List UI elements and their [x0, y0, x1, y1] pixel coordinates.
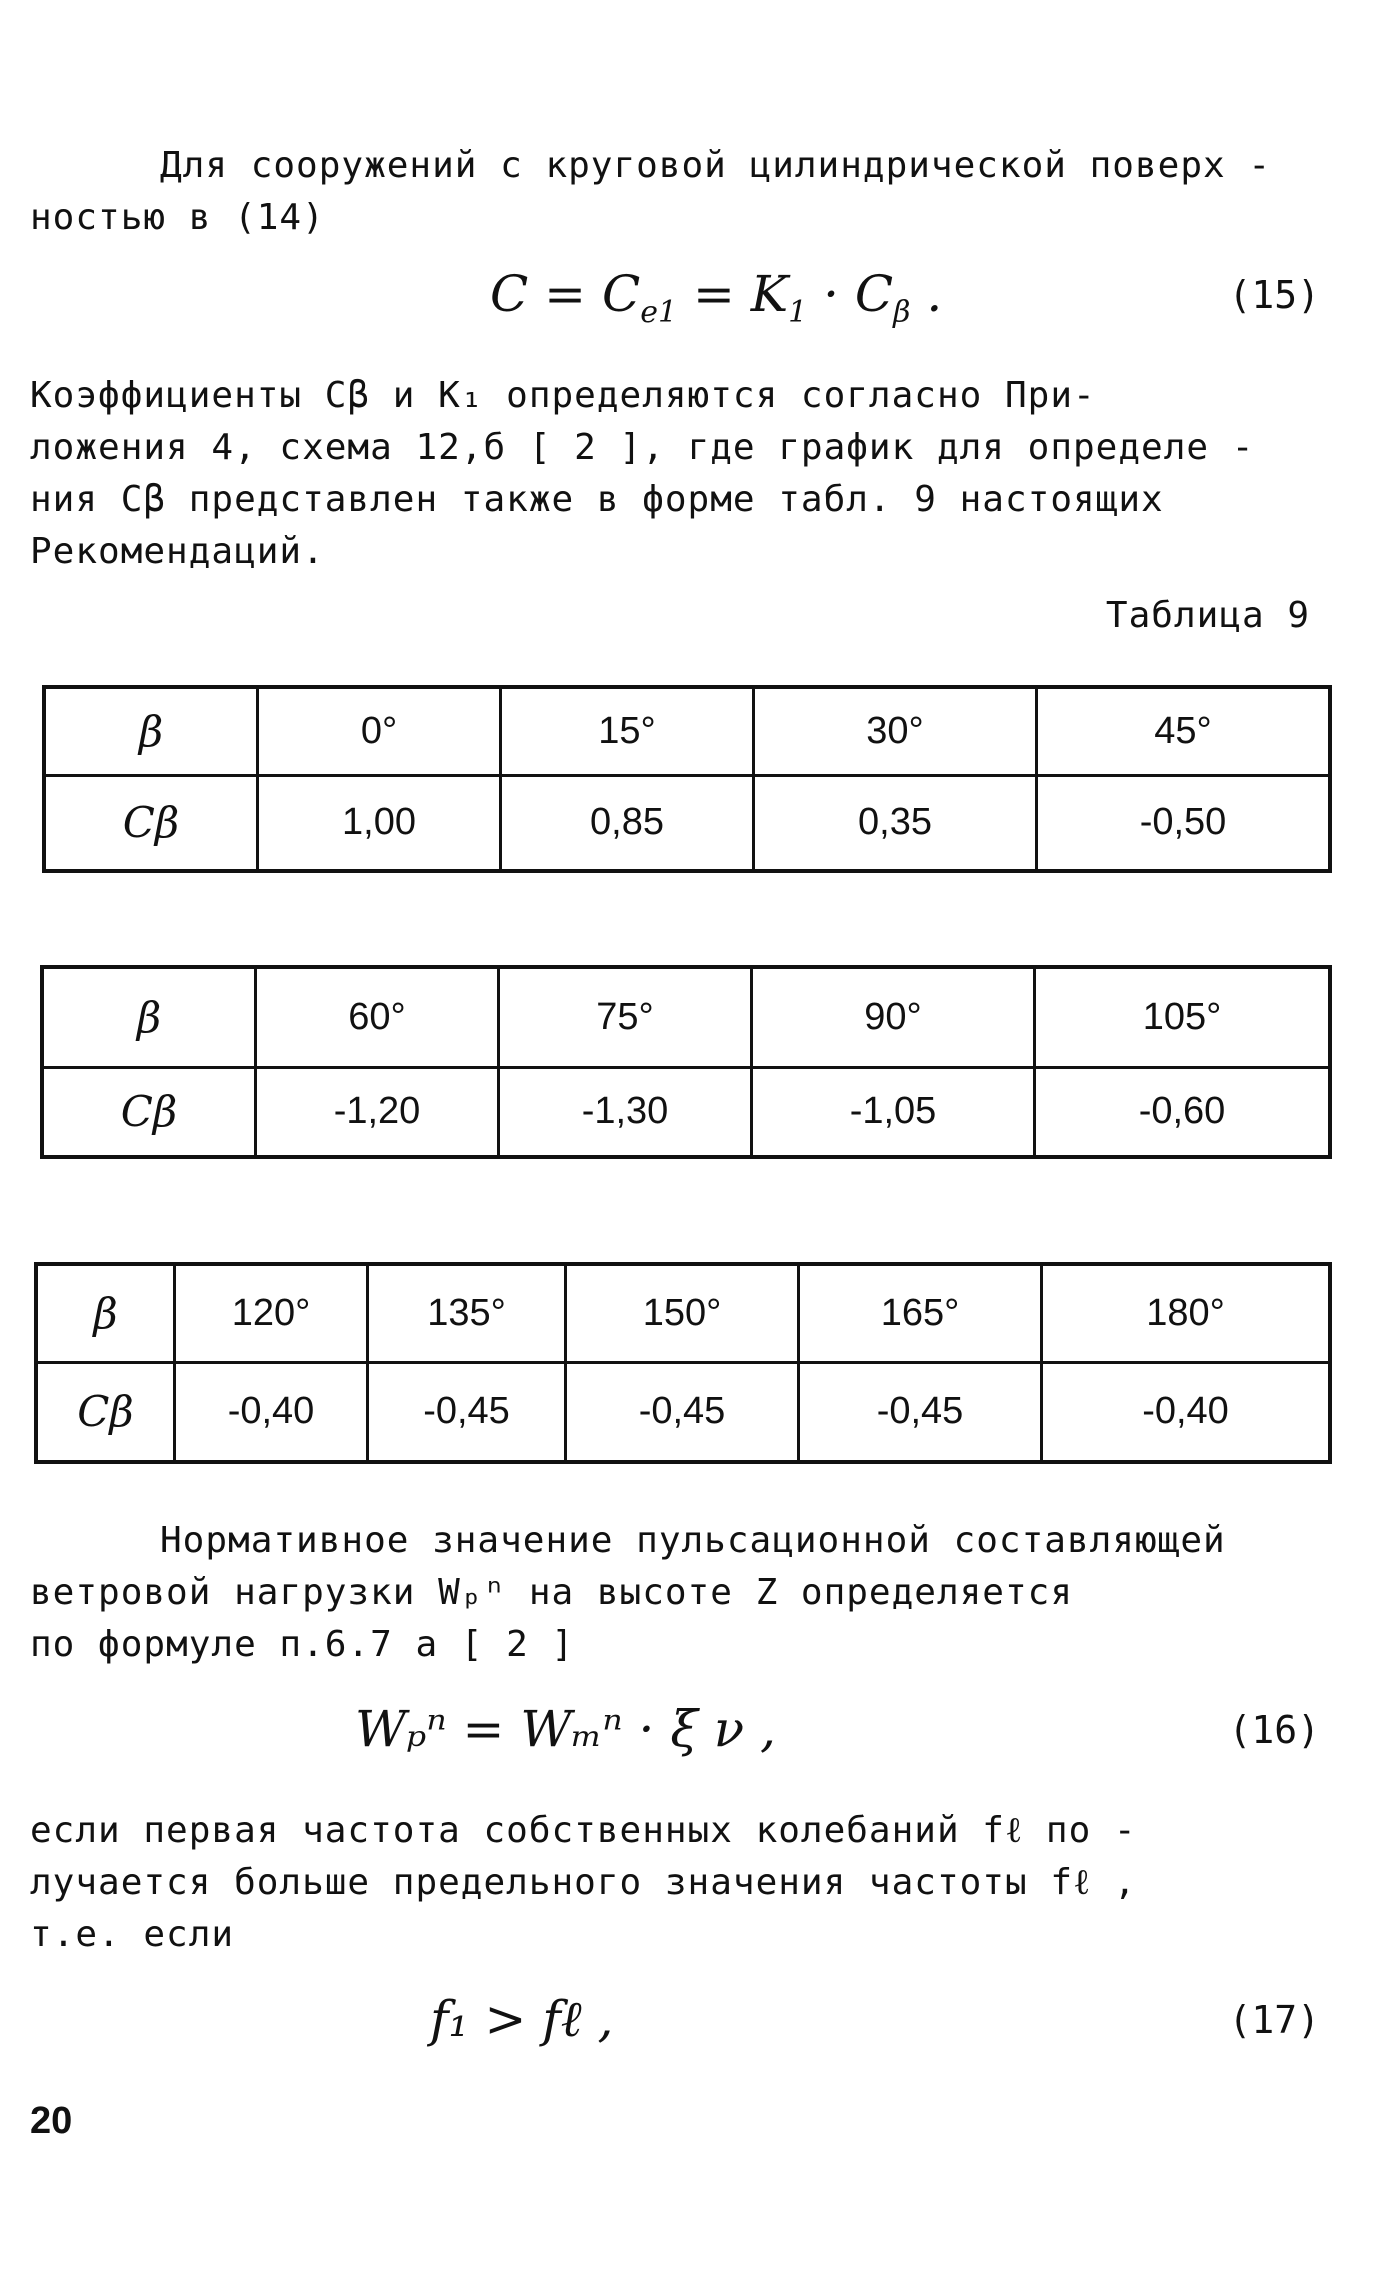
formula-15-sub: e1 — [640, 295, 678, 330]
angle-cell: 120° — [175, 1264, 368, 1362]
value-cell: -0,60 — [1035, 1067, 1331, 1157]
table-9-part-3 — [34, 1262, 1332, 1464]
table-row — [36, 1264, 1330, 1362]
table-row — [42, 1067, 1330, 1157]
angle-cell: 60° — [256, 967, 499, 1067]
formula-17-expression: f₁ > fℓ , — [430, 1990, 614, 2048]
table-row — [44, 687, 1330, 775]
coef-line-3: ния Cβ представлен также в форме табл. 9 настоящих — [30, 479, 1164, 520]
angle-cell: 30° — [754, 687, 1037, 775]
angle-cell: 150° — [566, 1264, 799, 1362]
beta-header: β — [44, 687, 258, 775]
pulse-line-1: Нормативное значение пульсационной составляющей — [160, 1520, 1226, 1561]
intro-line-1: Для сооружений с круговой цилиндрической поверх - — [160, 145, 1272, 186]
coefficients-paragraph — [30, 370, 1340, 578]
formula-15-expression — [490, 265, 942, 330]
freq-line-1: если первая частота собственных колебаний fℓ по - — [30, 1810, 1137, 1851]
formula-16 — [0, 1700, 1380, 1770]
angle-cell: 105° — [1035, 967, 1331, 1067]
formula-15-number: (15) — [1228, 273, 1320, 317]
coef-line-1: Коэффициенты Cβ и K₁ определяются согласно При- — [30, 375, 1096, 416]
formula-17-number: (17) — [1228, 1998, 1320, 2042]
frequency-paragraph — [30, 1805, 1340, 1961]
freq-line-2: лучается больше предельного значения частоты fℓ , — [30, 1862, 1137, 1903]
value-cell: -0,45 — [799, 1362, 1042, 1462]
value-cell: -0,40 — [1042, 1362, 1331, 1462]
value-cell: -0,50 — [1037, 775, 1331, 871]
formula-15-sub: 1 — [788, 295, 808, 330]
coef-line-2: ложения 4, схема 12,б [ 2 ], где график для определе - — [30, 427, 1255, 468]
angle-cell: 75° — [499, 967, 752, 1067]
value-cell: 0,85 — [501, 775, 754, 871]
pulsation-paragraph — [30, 1515, 1340, 1671]
formula-15-part: · C — [807, 265, 894, 323]
angle-cell: 165° — [799, 1264, 1042, 1362]
intro-paragraph — [30, 140, 1340, 244]
pulse-line-3: по формуле п.6.7 а [ 2 ] — [30, 1624, 575, 1665]
c-beta-header: Cβ — [42, 1067, 256, 1157]
beta-header: β — [42, 967, 256, 1067]
formula-17 — [0, 1990, 1380, 2060]
formula-16-expression: Wₚⁿ = Wₘⁿ · ξ ν , — [355, 1700, 776, 1758]
value-cell: -0,45 — [368, 1362, 566, 1462]
table-caption: Таблица 9 — [1105, 595, 1310, 636]
angle-cell: 45° — [1037, 687, 1331, 775]
formula-15-part: C = C — [490, 265, 641, 323]
angle-cell: 15° — [501, 687, 754, 775]
c-beta-header: Cβ — [36, 1362, 175, 1462]
table-row — [44, 775, 1330, 871]
coef-line-4: Рекомендаций. — [30, 531, 325, 572]
value-cell: -1,30 — [499, 1067, 752, 1157]
value-cell: 0,35 — [754, 775, 1037, 871]
formula-15 — [0, 265, 1380, 335]
intro-line-2: ностью в (14) — [30, 197, 325, 238]
angle-cell: 135° — [368, 1264, 566, 1362]
freq-line-3: т.е. если — [30, 1914, 235, 1955]
angle-cell: 90° — [752, 967, 1035, 1067]
table-row — [36, 1362, 1330, 1462]
c-beta-header: Cβ — [44, 775, 258, 871]
angle-cell: 0° — [258, 687, 501, 775]
table-9-part-2 — [40, 965, 1332, 1159]
formula-15-part: . — [910, 265, 943, 323]
value-cell: -1,20 — [256, 1067, 499, 1157]
table-9-part-1 — [42, 685, 1332, 873]
beta-header: β — [36, 1264, 175, 1362]
value-cell: -1,05 — [752, 1067, 1035, 1157]
value-cell: -0,45 — [566, 1362, 799, 1462]
angle-cell: 180° — [1042, 1264, 1331, 1362]
table-row — [42, 967, 1330, 1067]
page-number: 20 — [30, 2100, 73, 2142]
value-cell: -0,40 — [175, 1362, 368, 1462]
formula-15-sub: β — [893, 295, 911, 330]
formula-16-number: (16) — [1228, 1708, 1320, 1752]
value-cell: 1,00 — [258, 775, 501, 871]
pulse-line-2: ветровой нагрузки Wₚⁿ на высоте Z определяется — [30, 1572, 1073, 1613]
formula-15-part: = K — [677, 265, 789, 323]
